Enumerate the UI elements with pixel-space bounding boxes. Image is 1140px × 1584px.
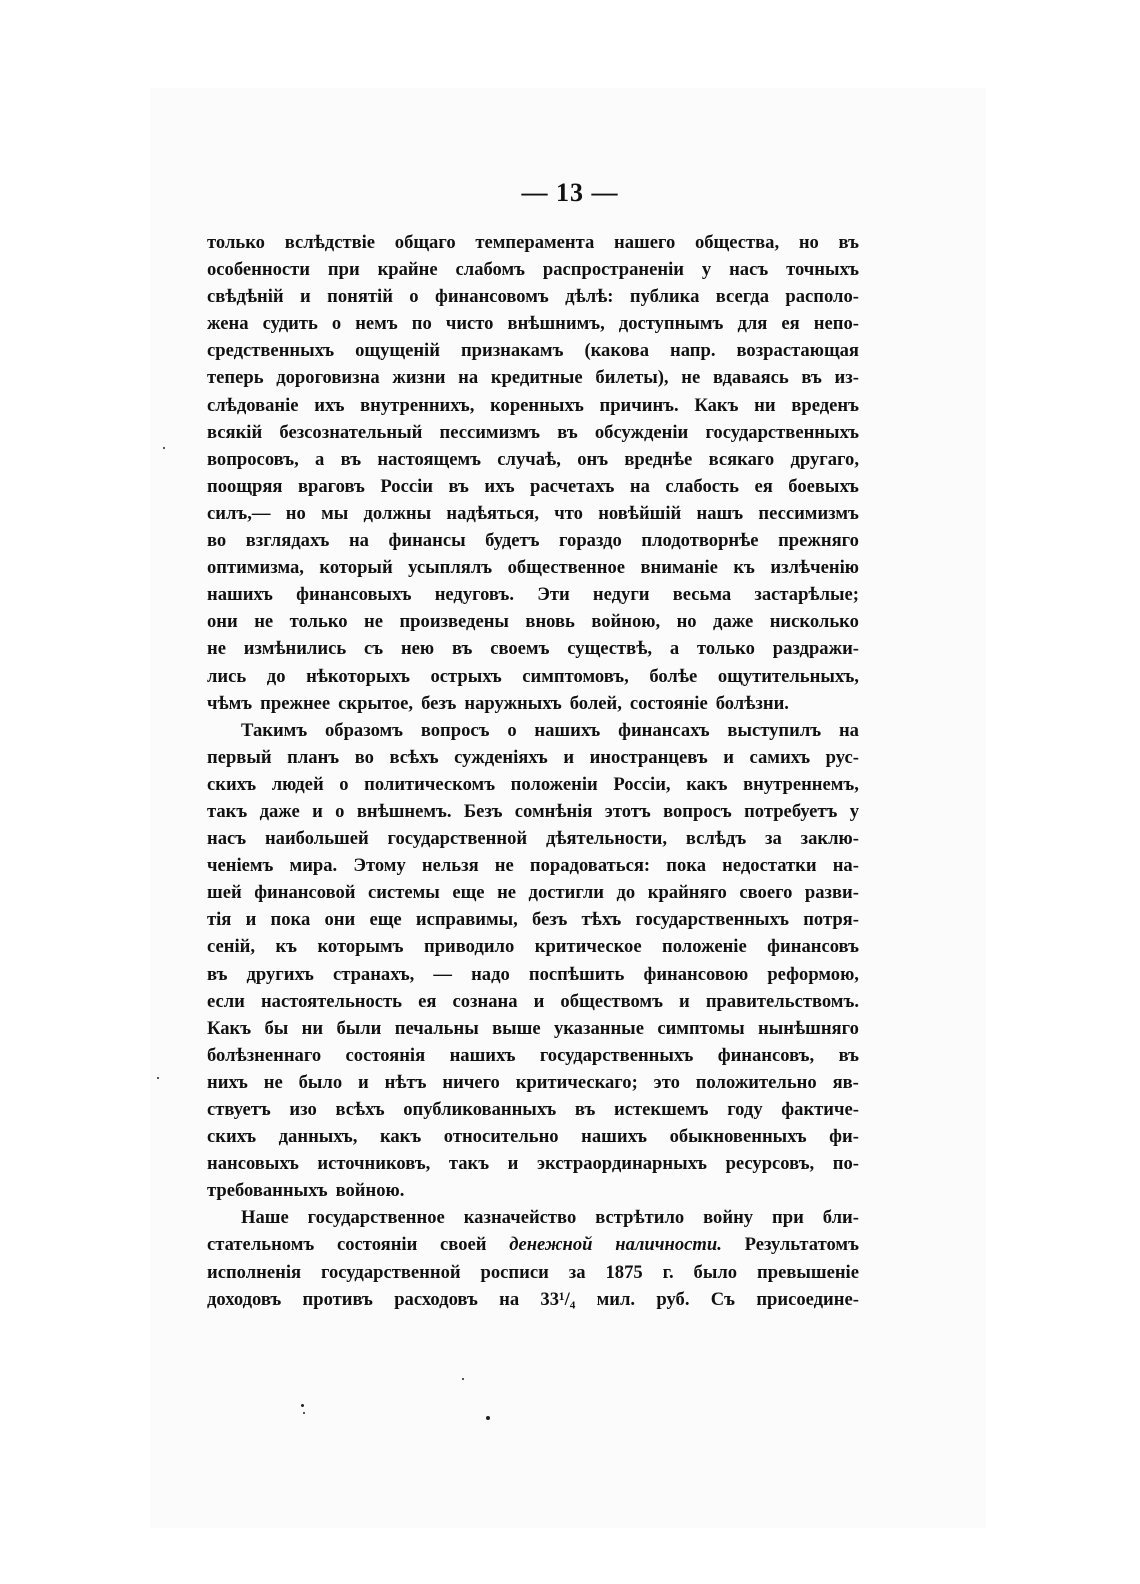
text-line: тія и пока они еще исправимы, безъ тѣхъ государственныхъ потря- — [207, 909, 859, 931]
text-line: средственныхъ ощущеній признакамъ (какова напр. возрастающая — [207, 340, 859, 362]
text-line: первый планъ во всѣхъ сужденіяхъ и иностранцевъ и самихъ рус- — [207, 746, 859, 768]
text-line: оптимизма, который усыплялъ общественное вниманіе къ излѣченію — [207, 557, 859, 579]
text-line: лись до нѣкоторыхъ острыхъ симптомовъ, болѣе ощутительныхъ, — [207, 665, 859, 687]
scan-speck — [157, 1077, 159, 1079]
text-line: насъ наибольшей государственной дѣятельности, вслѣдъ за заклю- — [207, 828, 859, 850]
text-line: чѣмъ прежнее скрытое, безъ наружныхъ болей, состояніе болѣзни. — [207, 692, 789, 714]
text-line: требованныхъ войною. — [207, 1180, 405, 1202]
text-line: поощряя враговъ Россіи въ ихъ расчетахъ на слабость ея боевыхъ — [207, 475, 859, 497]
text-line: свѣдѣній и понятій о финансовомъ дѣлѣ: публика всегда располо- — [207, 286, 859, 308]
text-line: ченіемъ мира. Этому нельзя не порадоваться: пока недостатки на- — [207, 855, 859, 877]
scan-speck — [163, 447, 165, 449]
text-line: слѣдованіе ихъ внутреннихъ, коренныхъ причинъ. Какъ ни вреденъ — [207, 394, 859, 416]
scan-speck — [462, 1378, 464, 1380]
text-line: если настоятельность ея сознана и обществомъ и правительствомъ. — [207, 990, 859, 1012]
text-line: Какъ бы ни были печальны выше указанные симптомы нынѣшняго — [207, 1017, 859, 1039]
text-line: доходовъ противъ расходовъ на 33¹/₄ мил. руб. Съ присоедине- — [207, 1288, 859, 1310]
text-line: скихъ данныхъ, какъ относительно нашихъ обыкновенныхъ фи- — [207, 1126, 859, 1148]
page-number: — 13 — — [521, 178, 619, 207]
text-line: они не только не произведены вновь войною, но даже нисколько — [207, 611, 859, 633]
text-line: сеній, къ которымъ приводило критическое положеніе финансовъ — [207, 936, 859, 958]
text-line: вопросовъ, а въ настоящемъ случаѣ, онъ вреднѣе всякаго другаго, — [207, 448, 859, 470]
text-line: скихъ людей о политическомъ положеніи Россіи, какъ внутреннемъ, — [207, 773, 859, 795]
text-line: нашихъ финансовыхъ недуговъ. Эти недуги весьма застарѣлые; — [207, 584, 859, 606]
body-text — [207, 229, 859, 1313]
text-line: жена судить о немъ по чисто внѣшнимъ, доступнымъ для ея непо- — [207, 313, 859, 335]
text-line: стательномъ состояніи своей денежной наличности. Результатомъ — [207, 1234, 859, 1256]
text-line: шей финансовой системы еще не достигли до крайняго своего разви- — [207, 882, 859, 904]
text-line: такъ даже и о внѣшнемъ. Безъ сомнѣнія этотъ вопросъ потребуетъ у — [207, 800, 859, 822]
text-line: въ другихъ странахъ, — надо поспѣшить финансовою реформою, — [207, 963, 859, 985]
text-line: Такимъ образомъ вопросъ о нашихъ финансахъ выступилъ на — [241, 719, 859, 741]
text-line: ствуетъ изо всѣхъ опубликованныхъ въ истекшемъ году фактиче- — [207, 1099, 859, 1120]
text-line: теперь дороговизна жизни на кредитные билеты), не вдаваясь въ из- — [207, 367, 859, 389]
text-line: всякій безсознательный пессимизмъ въ обсужденіи государственныхъ — [207, 421, 859, 443]
text-line: нансовыхъ источниковъ, такъ и экстраординарныхъ ресурсовъ, по- — [207, 1153, 859, 1175]
text-line: силъ,— но мы должны надѣяться, что новѣйшій нашъ пессимизмъ — [207, 502, 859, 524]
text-line: нихъ не было и нѣтъ ничего критическаго; это положительно яв- — [207, 1071, 859, 1093]
text-line: исполненія государственной росписи за 1875 г. было превышеніе — [207, 1261, 859, 1283]
text-line: не измѣнились съ нею въ своемъ существѣ, а только раздражи- — [207, 638, 859, 660]
text-line: Наше государственное казначейство встрѣтило войну при бли- — [241, 1207, 859, 1229]
text-line: во взглядахъ на финансы будетъ гораздо плодотворнѣе прежняго — [207, 530, 859, 552]
text-line: болѣзненнаго состоянія нашихъ государственныхъ финансовъ, въ — [207, 1044, 859, 1066]
text-line: особенности при крайне слабомъ распространеніи у насъ точныхъ — [207, 259, 859, 281]
scan-speck — [486, 1416, 490, 1420]
scan-speck — [303, 1412, 305, 1414]
scan-speck — [301, 1404, 304, 1407]
text-line: только вслѣдствіе общаго темперамента нашего общества, но въ — [207, 232, 859, 253]
